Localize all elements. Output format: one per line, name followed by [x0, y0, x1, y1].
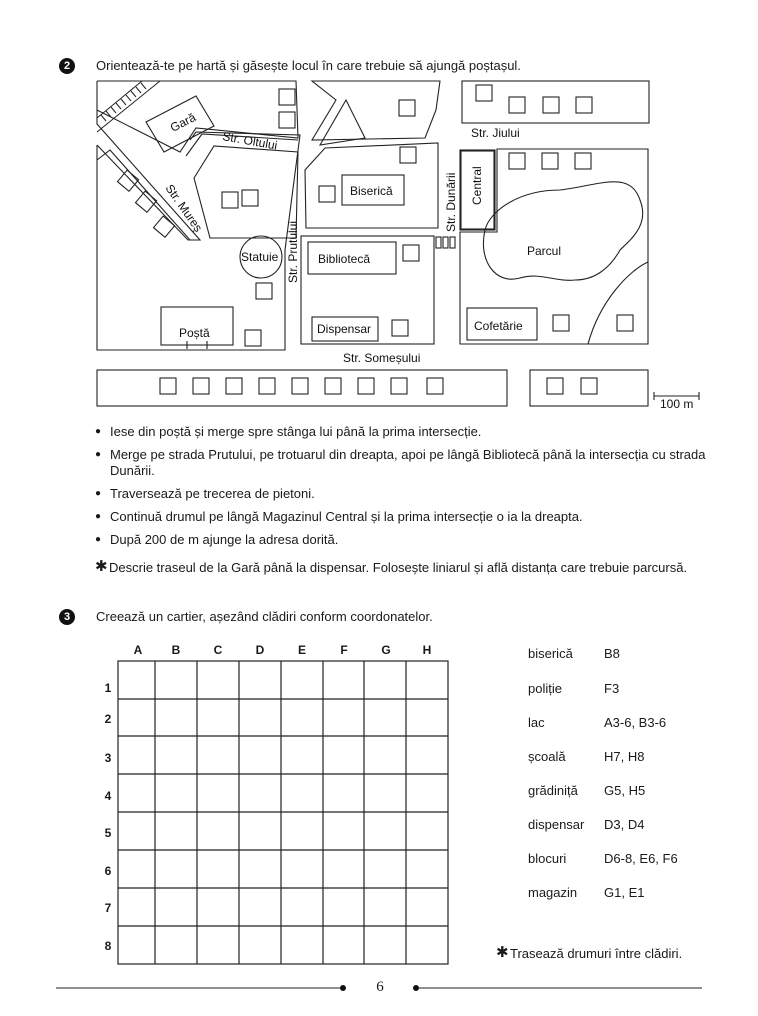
grid-col-label: B: [171, 643, 181, 657]
grid-row-label: 6: [104, 864, 112, 878]
label-str-mures: Str. Mureș: [162, 181, 206, 235]
exercise-2-task: [95, 558, 709, 576]
exercise-3-task-text: Trasează drumuri între clădiri.: [510, 946, 683, 961]
label-biblioteca: Bibliotecă: [318, 252, 371, 266]
label-gara: Gară: [167, 110, 199, 135]
exercise-3-task: [496, 944, 683, 962]
legend-name: magazin: [528, 885, 578, 900]
label-cofetarie: Cofetărie: [474, 319, 523, 333]
legend-name: grădiniță: [528, 783, 578, 798]
legend-name: blocuri: [528, 851, 567, 866]
grid-col-label: C: [213, 643, 223, 657]
legend-coords: D3, D4: [604, 817, 645, 832]
exercise-2-title: Orientează-te pe hartă și găsește locul în care trebuie să ajungă poștașul.: [96, 58, 521, 73]
legend-coords: F3: [604, 681, 620, 696]
instruction-item: ● După 200 de m ajunge la adresa dorită.: [96, 532, 706, 548]
grid-row-label: 4: [104, 789, 112, 803]
exercise-2-task-text: Descrie traseul de la Gară până la dispensar. Folosește liniarul și află distanța care trebuie parcursă.: [109, 560, 688, 575]
exercise-3-number: 3: [59, 609, 75, 625]
label-str-dunarii: Str. Dunării: [444, 172, 458, 232]
label-str-jiului: Str. Jiului: [471, 126, 520, 140]
pedestrian-crossing: [436, 237, 455, 248]
instruction-item: ● Merge pe strada Prutului, pe trotuarul din dreapta, apoi pe lângă Bibliotecă până la intersecția cu strada Dunării.: [96, 447, 706, 479]
grid-row-label: 7: [104, 901, 112, 915]
page-number: 6: [376, 979, 384, 995]
legend-coords: G5, H5: [604, 783, 646, 798]
label-str-prutului: Str. Prutului: [286, 220, 300, 283]
grid-col-label: G: [381, 643, 391, 657]
grid-col-label: A: [133, 643, 143, 657]
coordinate-grid[interactable]: [117, 660, 451, 966]
grid-col-label: H: [422, 643, 432, 657]
grid-row-label: 5: [104, 826, 112, 840]
triangle-island: [320, 100, 365, 145]
grid-row-label: 8: [104, 939, 112, 953]
legend-name: poliție: [528, 681, 562, 696]
instruction-item: ● Continuă drumul pe lângă Magazinul Central și la prima intersecție o ia la dreapta.: [96, 509, 706, 525]
label-posta: Poștă: [179, 326, 210, 340]
legend-name: școală: [528, 749, 566, 764]
legend-coords: B8: [604, 646, 620, 661]
grid-col-label: F: [340, 643, 348, 657]
label-str-oltului: Str. Oltului: [221, 129, 279, 153]
instruction-item: ● Iese din poștă și merge spre stânga lui până la prima intersecție.: [96, 424, 706, 440]
grid-row-label: 3: [104, 751, 112, 765]
legend-name: dispensar: [528, 817, 585, 832]
exercise-3-title: Creează un cartier, așezând clădiri conform coordonatelor.: [96, 609, 433, 624]
exercise-2-number: 2: [59, 58, 75, 74]
label-scale: 100 m: [660, 397, 694, 411]
label-biserica: Biserică: [350, 184, 393, 198]
legend-coords: G1, E1: [604, 885, 645, 900]
asterisk-icon: ✱: [95, 558, 108, 575]
label-dispensar: Dispensar: [317, 322, 372, 336]
grid-row-label: 2: [104, 712, 112, 726]
instruction-item: ● Traversează pe trecerea de pietoni.: [96, 486, 706, 502]
legend-name: lac: [528, 715, 545, 730]
label-str-somesului: Str. Someșului: [343, 351, 421, 365]
label-statuie: Statuie: [241, 250, 279, 264]
asterisk-icon: ✱: [496, 944, 509, 961]
legend-coords: A3-6, B3-6: [604, 715, 667, 730]
park-outline: [483, 182, 642, 280]
legend-coords: D6-8, E6, F6: [604, 851, 678, 866]
grid-col-label: E: [297, 643, 306, 657]
legend-coords: H7, H8: [604, 749, 645, 764]
legend-name: biserică: [528, 646, 573, 661]
instructions-list: [96, 424, 706, 555]
label-central: Central: [470, 166, 484, 205]
town-map: [0, 0, 758, 420]
grid-col-label: D: [255, 643, 265, 657]
railway: [97, 81, 160, 132]
label-parcul: Parcul: [527, 244, 562, 258]
grid-row-label: 1: [104, 681, 112, 695]
